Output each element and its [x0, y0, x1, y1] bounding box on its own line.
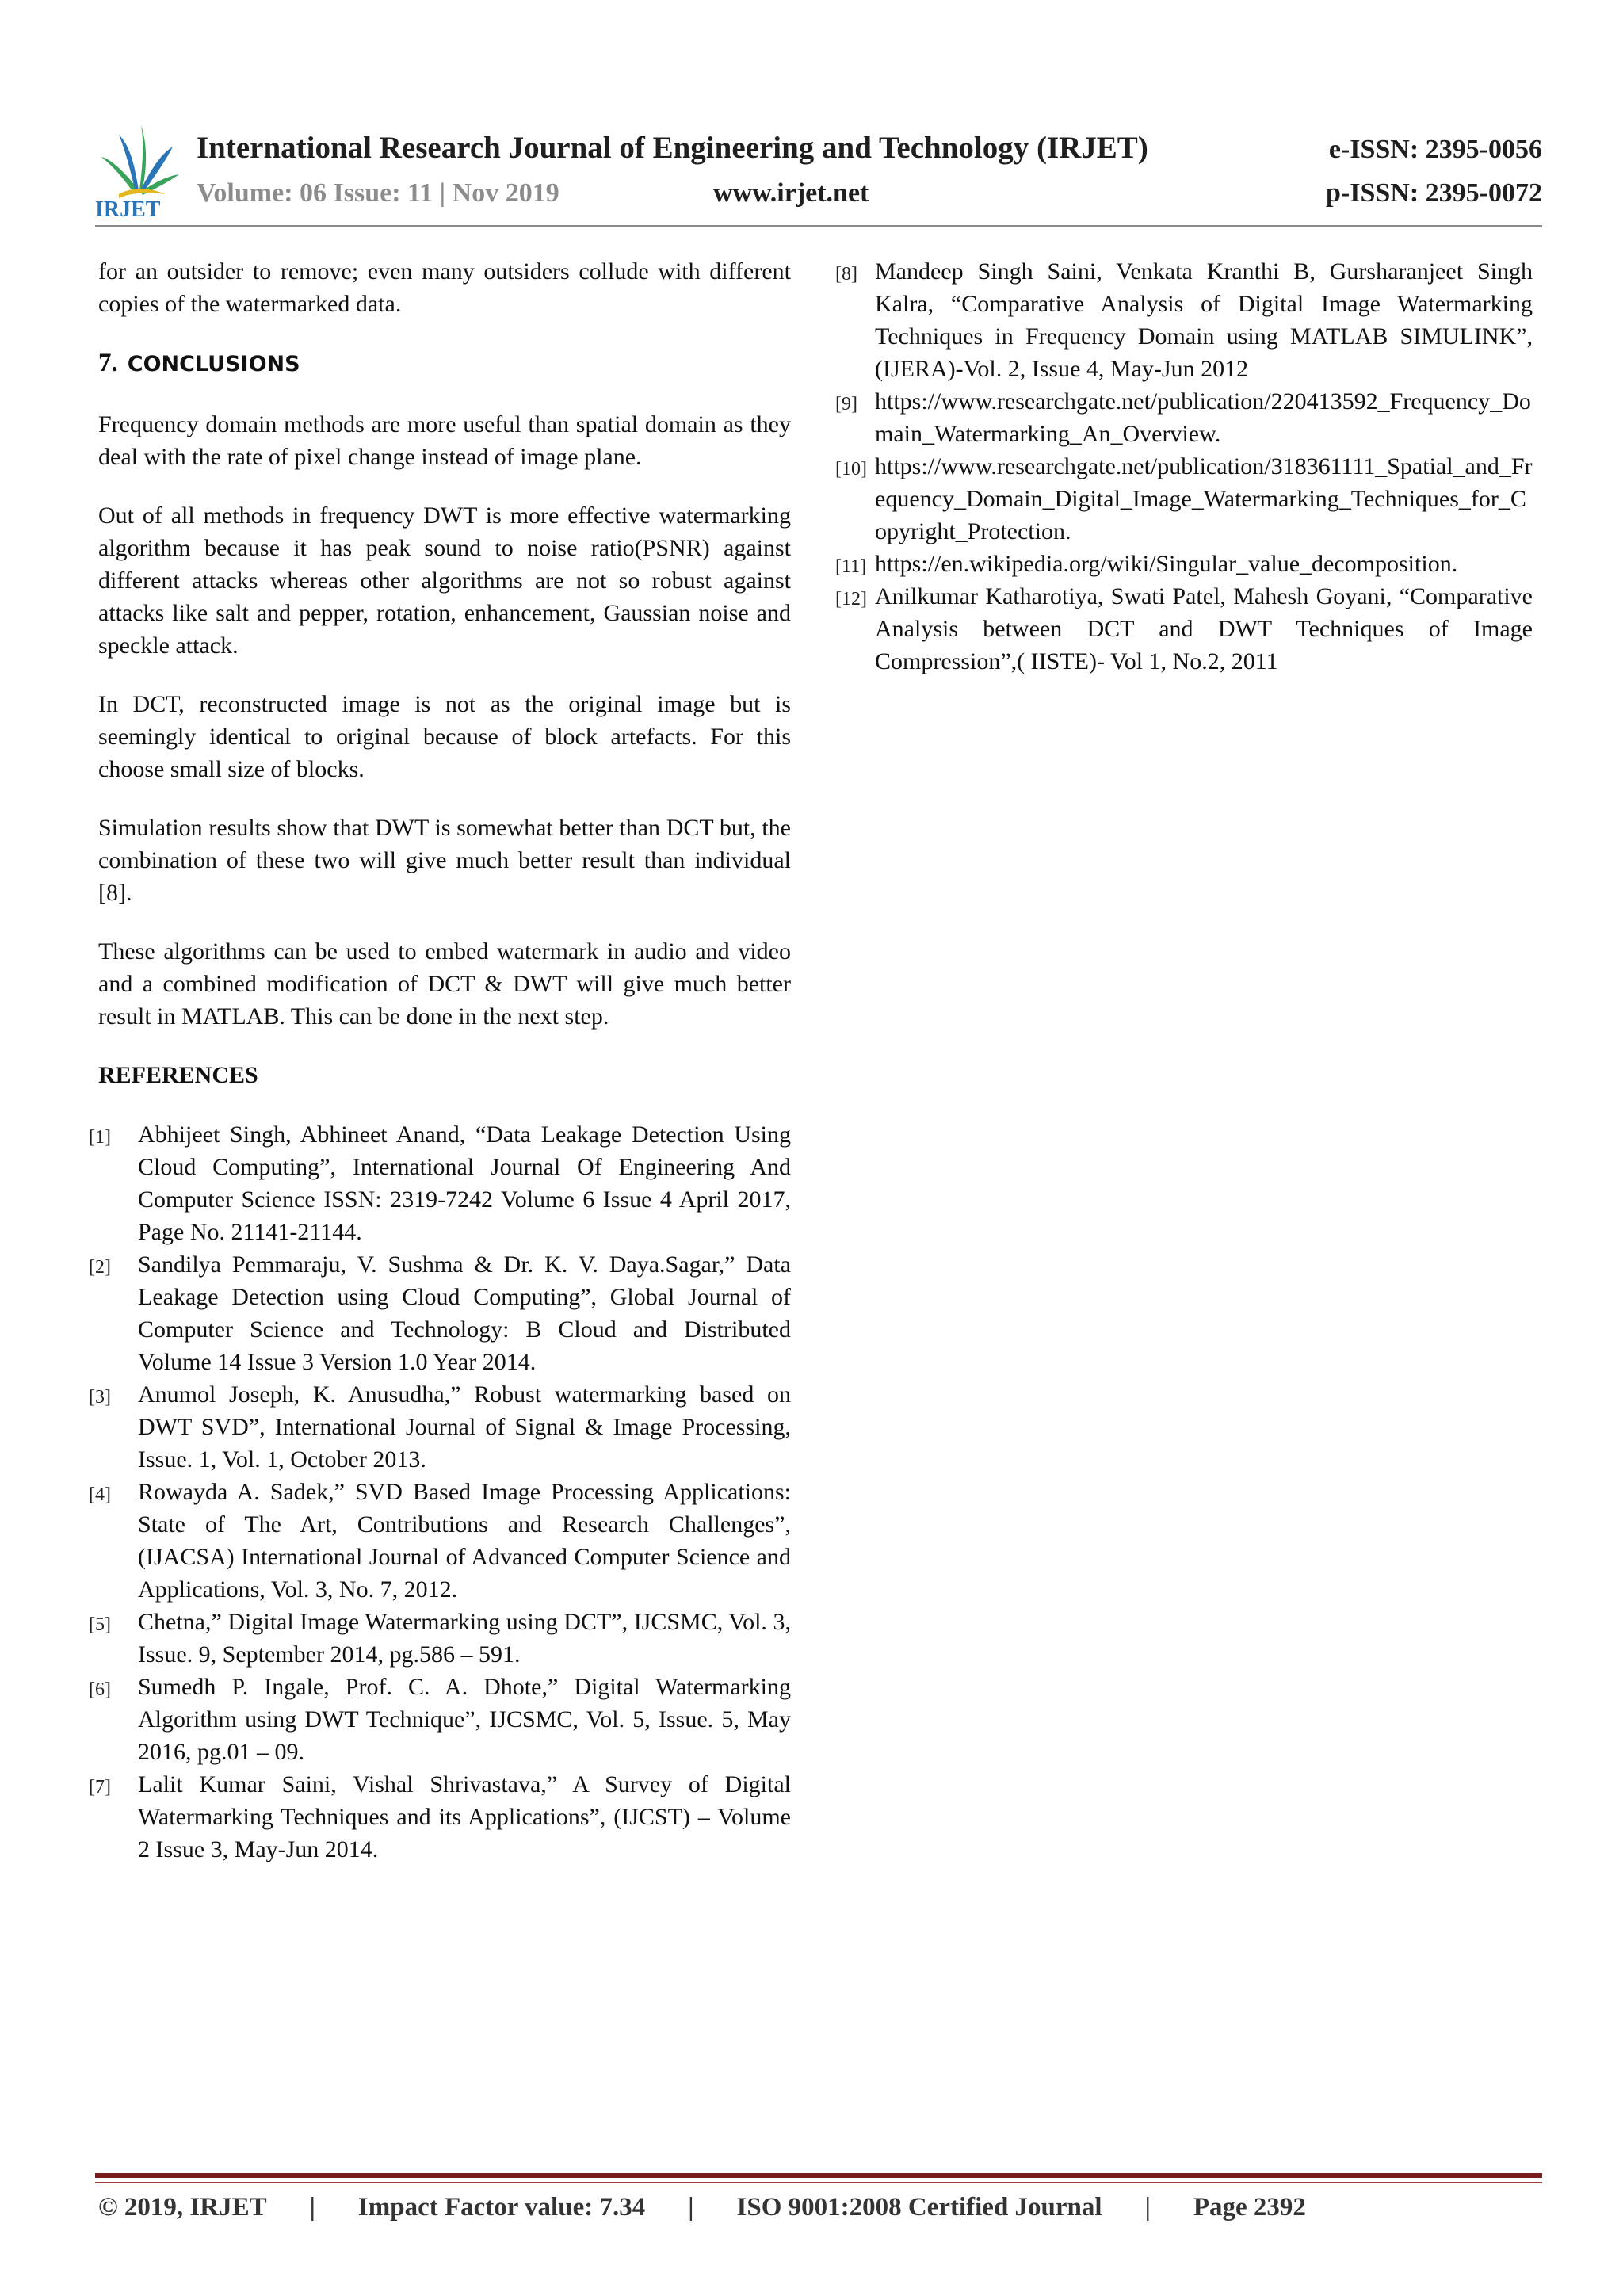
- intro-paragraph: for an outsider to remove; even many outsiders collude with different copies of the watermarked data.: [98, 258, 791, 317]
- volume-issue: Volume: 06 Issue: 11 | Nov 2019: [197, 178, 559, 208]
- reference-text: Anilkumar Katharotiya, Swati Patel, Mahesh Goyani, “Comparative Analysis between DCT and DWT Techniques of Image Compression”,( IISTE)- Vol 1, No.2, 2011: [875, 583, 1533, 674]
- reference-item[interactable]: [835, 548, 1533, 580]
- reference-number: [3]: [89, 1387, 111, 1408]
- reference-number: [9]: [835, 394, 857, 415]
- reference-number: [5]: [89, 1614, 111, 1635]
- irjet-logo: [95, 119, 182, 218]
- reference-item: [89, 1378, 791, 1476]
- journal-title: International Research Journal of Engineering and Technology (IRJET): [197, 131, 1148, 165]
- section-number: 7.: [98, 349, 118, 377]
- reference-item: [89, 1118, 791, 1248]
- reference-text: Sandilya Pemmaraju, V. Sushma & Dr. K. V. Daya.Sagar,” Data Leakage Detection using Cloud Computing”, Global Journal of Computer Science and Technology: B Cloud and Distributed Volume 14 Issue 3 Version 1.0 Year 2014.: [138, 1251, 791, 1375]
- left-column: [89, 255, 791, 1866]
- footer-iso: ISO 9001:2008 Certified Journal: [736, 2193, 1102, 2222]
- footer-divider-thin: [95, 2182, 1542, 2183]
- reference-list: [835, 255, 1533, 678]
- reference-number: [10]: [835, 459, 867, 479]
- reference-number: [6]: [89, 1679, 111, 1700]
- reference-number: [1]: [89, 1127, 111, 1148]
- footer-separator: |: [309, 2193, 315, 2222]
- page-header: [95, 119, 1542, 230]
- reference-list: [89, 1118, 791, 1866]
- reference-text: Lalit Kumar Saini, Vishal Shrivastava,” A Survey of Digital Watermarking Techniques and its Applications”, (IJCST) – Volume 2 Issue 3, May-Jun 2014.: [138, 1771, 791, 1862]
- reference-number: [11]: [835, 556, 867, 577]
- reference-number: [7]: [89, 1777, 111, 1797]
- footer-page-number: Page 2392: [1193, 2193, 1306, 2222]
- page-footer: [98, 2193, 1306, 2222]
- conclusion-paragraph: Frequency domain methods are more useful than spatial domain as they deal with the rate of pixel change instead of image plane.: [98, 411, 791, 470]
- reference-item: [835, 255, 1533, 385]
- references-heading: REFERENCES: [98, 1062, 258, 1088]
- right-column: [835, 255, 1533, 678]
- reference-text: Chetna,” Digital Image Watermarking using DCT”, IJCSMC, Vol. 3, Issue. 9, September 2014, pg.586 – 591.: [138, 1609, 791, 1668]
- reference-item[interactable]: [835, 450, 1533, 548]
- reference-link[interactable]: https://www.researchgate.net/publication/220413592_Frequency_Domain_Watermarking_An_Overview.: [875, 388, 1531, 447]
- section-heading: [98, 348, 791, 380]
- footer-impact-factor: Impact Factor value: 7.34: [357, 2193, 646, 2222]
- reference-number: [2]: [89, 1257, 111, 1278]
- section-title: CONCLUSIONS: [127, 352, 300, 376]
- conclusion-paragraph: Out of all methods in frequency DWT is more effective watermarking algorithm because it has peak sound to noise ratio(PSNR) against different attacks whereas other algorithms are not so robust against attacks like salt and pepper, rotation, enhancement, Gaussian noise and speckle attack.: [98, 502, 791, 659]
- journal-website[interactable]: www.irjet.net: [713, 178, 869, 208]
- reference-text: Sumedh P. Ingale, Prof. C. A. Dhote,” Digital Watermarking Algorithm using DWT Technique”, IJCSMC, Vol. 5, Issue. 5, May 2016, pg.01 – 09.: [138, 1674, 791, 1765]
- conclusion-paragraph: These algorithms can be used to embed watermark in audio and video and a combined modification of DCT & DWT will give much better result in MATLAB. This can be done in the next step.: [98, 938, 791, 1030]
- reference-item: [835, 580, 1533, 678]
- reference-link[interactable]: https://en.wikipedia.org/wiki/Singular_value_decomposition.: [875, 551, 1458, 577]
- reference-text: Abhijeet Singh, Abhineet Anand, “Data Leakage Detection Using Cloud Computing”, International Journal Of Engineering And Computer Science ISSN: 2319-7242 Volume 6 Issue 4 April 2017, Page No. 21141-21144.: [138, 1121, 791, 1245]
- reference-number: [8]: [835, 264, 857, 285]
- reference-item: [89, 1671, 791, 1768]
- svg-text:IRJET: IRJET: [95, 197, 161, 218]
- reference-item: [89, 1476, 791, 1606]
- footer-copyright: © 2019, IRJET: [98, 2193, 267, 2222]
- header-divider: [95, 225, 1542, 227]
- reference-number: [12]: [835, 589, 867, 609]
- footer-separator: |: [1144, 2193, 1151, 2222]
- reference-text: Rowayda A. Sadek,” SVD Based Image Processing Applications: State of The Art, Contributions and Research Challenges”, (IJACSA) International Journal of Advanced Computer Science and Applications, Vol. 3, No. 7, 2012.: [138, 1479, 791, 1603]
- reference-number: [4]: [89, 1484, 111, 1505]
- reference-item: [89, 1768, 791, 1866]
- reference-item: [89, 1248, 791, 1378]
- reference-text: Mandeep Singh Saini, Venkata Kranthi B, Gursharanjeet Singh Kalra, “Comparative Analysis of Digital Image Watermarking Techniques in Frequency Domain using MATLAB SIMULINK”, (IJERA)-Vol. 2, Issue 4, May-Jun 2012: [875, 258, 1533, 382]
- conclusion-paragraph: In DCT, reconstructed image is not as the original image but is seemingly identical to original because of block artefacts. For this choose small size of blocks.: [98, 691, 791, 782]
- reference-text: Anumol Joseph, K. Anusudha,” Robust watermarking based on DWT SVD”, International Journal of Signal & Image Processing, Issue. 1, Vol. 1, October 2013.: [138, 1381, 791, 1473]
- reference-link[interactable]: https://www.researchgate.net/publication/318361111_Spatial_and_Frequency_Domain_Digital_Image_Watermarking_Techniques_for_Copyright_Protection.: [875, 453, 1533, 544]
- reference-item[interactable]: [835, 385, 1533, 450]
- footer-divider: [95, 2173, 1542, 2178]
- footer-separator: |: [688, 2193, 694, 2222]
- reference-item: [89, 1606, 791, 1671]
- conclusion-paragraph: Simulation results show that DWT is somewhat better than DCT but, the combination of these two will give much better result than individual [8].: [98, 815, 791, 906]
- p-issn: p-ISSN: 2395-0072: [1326, 178, 1542, 208]
- e-issn: e-ISSN: 2395-0056: [1328, 135, 1542, 164]
